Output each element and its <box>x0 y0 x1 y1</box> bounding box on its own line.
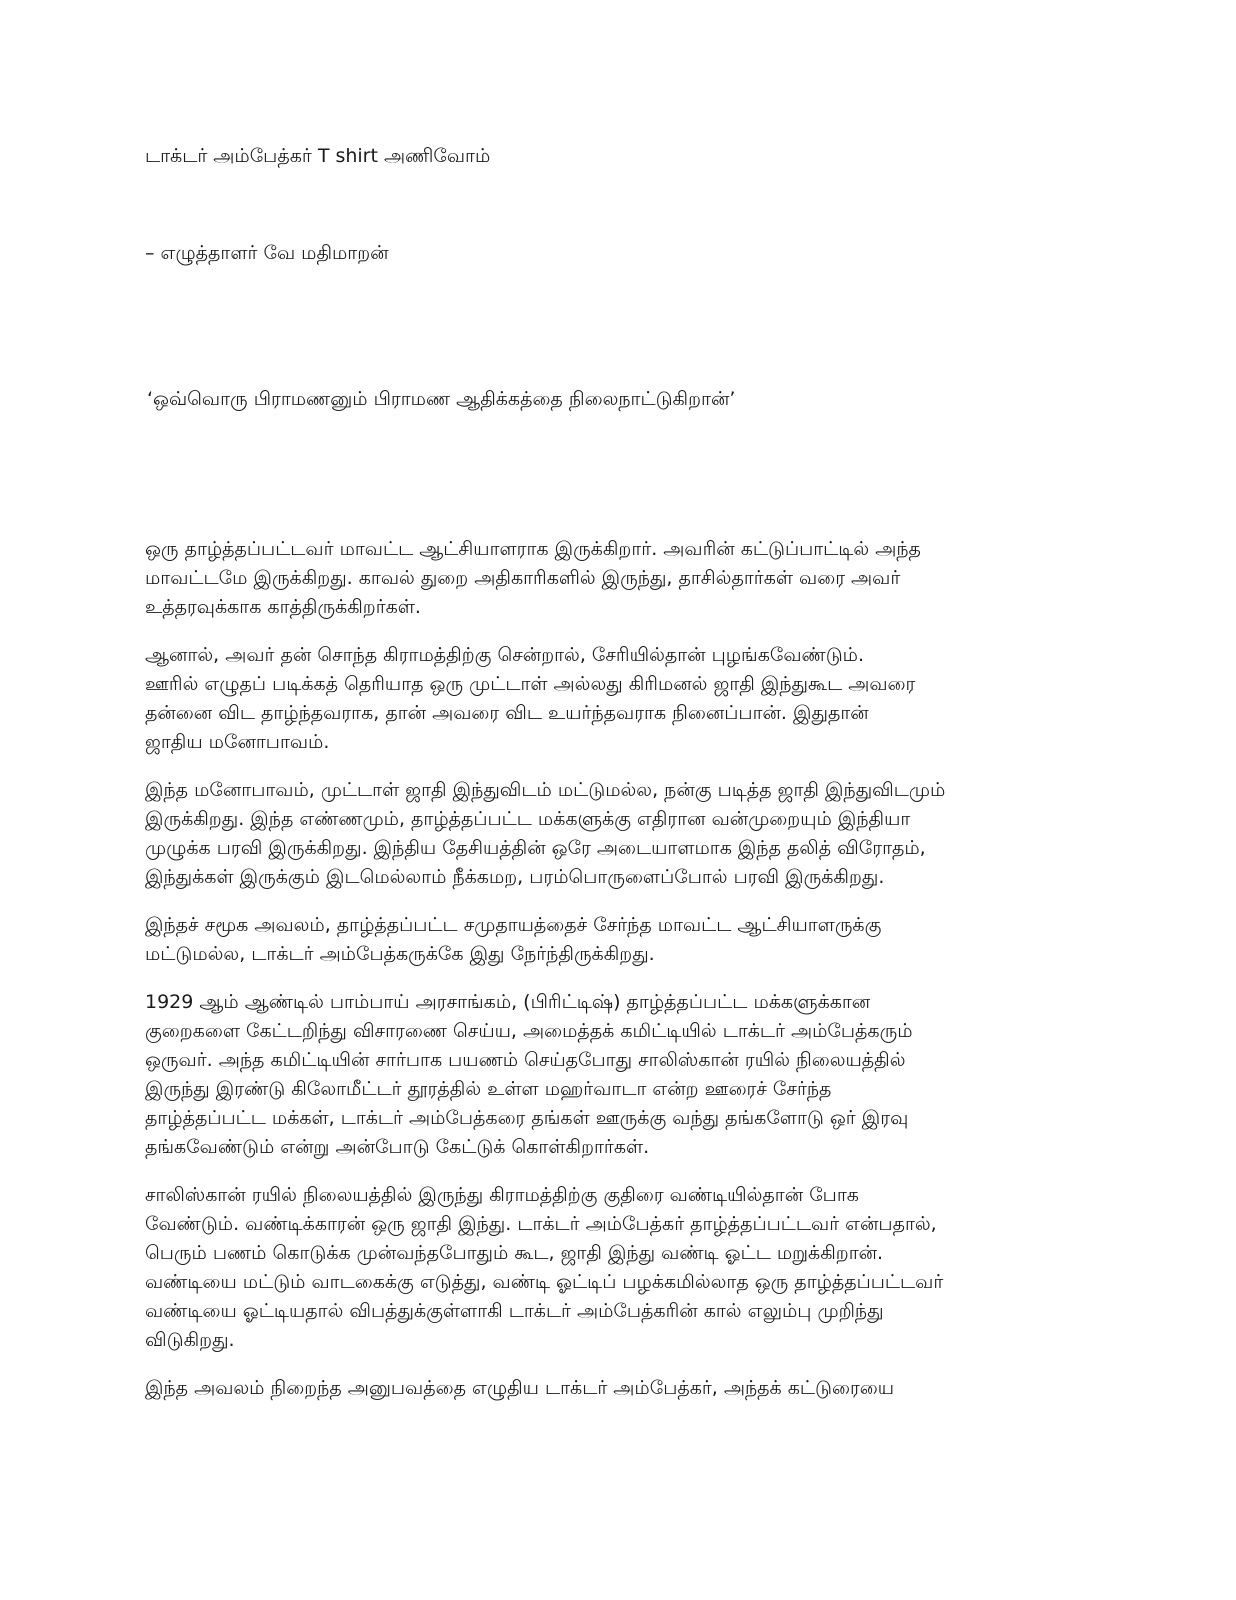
paragraph-4 <box>145 911 1105 969</box>
paragraph-line: ஒருவர். அந்த கமிட்டியின் சார்பாக பயணம் செய்தபோது சாலிஸ்கான் ரயில் நிலையத்தில் <box>145 1049 906 1071</box>
paragraph-line: விடுகிறது. <box>145 1329 235 1351</box>
paragraph-3 <box>145 776 1105 892</box>
pull-quote: ‘ஒவ்வொரு பிராமணனும் பிராமண ஆதிக்கத்தை நிலைநாட்டுகிறான்’ <box>147 388 736 410</box>
paragraph-7 <box>145 1374 1105 1403</box>
paragraph-line: இருக்கிறது. இந்த எண்ணமும், தாழ்த்தப்பட்ட மக்களுக்கு எதிரான வன்முறையும் இந்தியா <box>145 808 911 830</box>
paragraph-line: இந்துக்கள் இருக்கும் இடமெல்லாம் நீக்கமற, பரம்பொருளைப்போல் பரவி இருக்கிறது. <box>145 866 885 888</box>
paragraph-line: வண்டியை ஓட்டியதால் விபத்துக்குள்ளாகி டாக்டர் அம்பேத்கரின் கால் எலும்பு முறிந்து <box>145 1300 884 1322</box>
paragraph-line: வேண்டும். வண்டிக்காரன் ஒரு ஜாதி இந்து. டாக்டர் அம்பேத்கர் தாழ்த்தப்பட்டவர் என்பதால், <box>145 1213 937 1235</box>
paragraph-line: தன்னை விட தாழ்ந்தவராக, தான் அவரை விட உயர்ந்தவராக நினைப்பான். இதுதான் <box>145 702 869 724</box>
paragraph-line: தாழ்த்தப்பட்ட மக்கள், டாக்டர் அம்பேத்கரை தங்கள் ஊருக்கு வந்து தங்களோடு ஒர் இரவு <box>145 1107 909 1129</box>
paragraph-line: குறைகளை கேட்டறிந்து விசாரணை செய்ய, அமைத்தக் கமிட்டியில் டாக்டர் அம்பேத்கரும் <box>145 1020 913 1042</box>
paragraph-line: இருந்து இரண்டு கிலோமீட்டர் தூரத்தில் உள்ள மஹர்வாடா என்ற ஊரைச் சேர்ந்த <box>145 1078 832 1100</box>
paragraph-6 <box>145 1181 1105 1355</box>
paragraph-line: தங்கவேண்டும் என்று அன்போடு கேட்டுக் கொள்கிறார்கள். <box>145 1136 650 1158</box>
article-body <box>145 535 1105 1422</box>
paragraph-2 <box>145 641 1105 757</box>
paragraph-line: உத்தரவுக்காக காத்திருக்கிறர்கள். <box>145 596 421 618</box>
document-title: டாக்டர் அம்பேத்கர் T shirt அணிவோம் <box>145 145 491 167</box>
paragraph-line: வண்டியை மட்டும் வாடகைக்கு எடுத்து, வண்டி ஓட்டிப் பழக்கமில்லாத ஒரு தாழ்த்தப்பட்டவர் <box>145 1271 944 1293</box>
paragraph-1 <box>145 535 1105 622</box>
paragraph-line: ஜாதிய மனோபாவம். <box>145 731 330 753</box>
paragraph-line: பெரும் பணம் கொடுக்க முன்வந்தபோதும் கூட, ஜாதி இந்து வண்டி ஓட்ட மறுக்கிறான். <box>145 1242 884 1264</box>
paragraph-line: முழுக்க பரவி இருக்கிறது. இந்திய தேசியத்தின் ஒரே அடையாளமாக இந்த தலித் விரோதம், <box>145 837 926 859</box>
paragraph-line: ஊரில் எழுதப் படிக்கத் தெரியாத ஒரு முட்டாள் அல்லது கிரிமனல் ஜாதி இந்துகூட அவரை <box>145 673 916 695</box>
paragraph-line: மாவட்டமே இருக்கிறது. காவல் துறை அதிகாரிகளில் இருந்து, தாசில்தார்கள் வரை அவர் <box>145 567 901 589</box>
author-byline: – எழுத்தாளர் வே மதிமாறன் <box>145 242 389 264</box>
paragraph-line: ஆனால், அவர் தன் சொந்த கிராமத்திற்கு சென்றால், சேரியில்தான் புழங்கவேண்டும். <box>145 644 864 666</box>
paragraph-line: இந்தச் சமூக அவலம், தாழ்த்தப்பட்ட சமுதாயத்தைச் சேர்ந்த மாவட்ட ஆட்சியாளருக்கு <box>145 914 882 936</box>
paragraph-line: இந்த மனோபாவம், முட்டாள் ஜாதி இந்துவிடம் மட்டுமல்ல, நன்கு படித்த ஜாதி இந்துவிடமும் <box>145 779 946 801</box>
paragraph-line: சாலிஸ்கான் ரயில் நிலையத்தில் இருந்து கிராமத்திற்கு குதிரை வண்டியில்தான் போக <box>145 1184 859 1206</box>
paragraph-line: இந்த அவலம் நிறைந்த அனுபவத்தை எழுதிய டாக்டர் அம்பேத்கர், அந்தக் கட்டுரையை <box>145 1377 895 1399</box>
paragraph-line: 1929 ஆம் ஆண்டில் பாம்பாய் அரசாங்கம், (பிரிட்டிஷ்) தாழ்த்தப்பட்ட மக்களுக்கான <box>145 991 871 1013</box>
paragraph-line: மட்டுமல்ல, டாக்டர் அம்பேத்கருக்கே இது நேர்ந்திருக்கிறது. <box>145 943 655 965</box>
paragraph-line: ஒரு தாழ்த்தப்பட்டவர் மாவட்ட ஆட்சியாளராக இருக்கிறார். அவரின் கட்டுப்பாட்டில் அந்த <box>145 538 921 560</box>
paragraph-5 <box>145 988 1105 1162</box>
